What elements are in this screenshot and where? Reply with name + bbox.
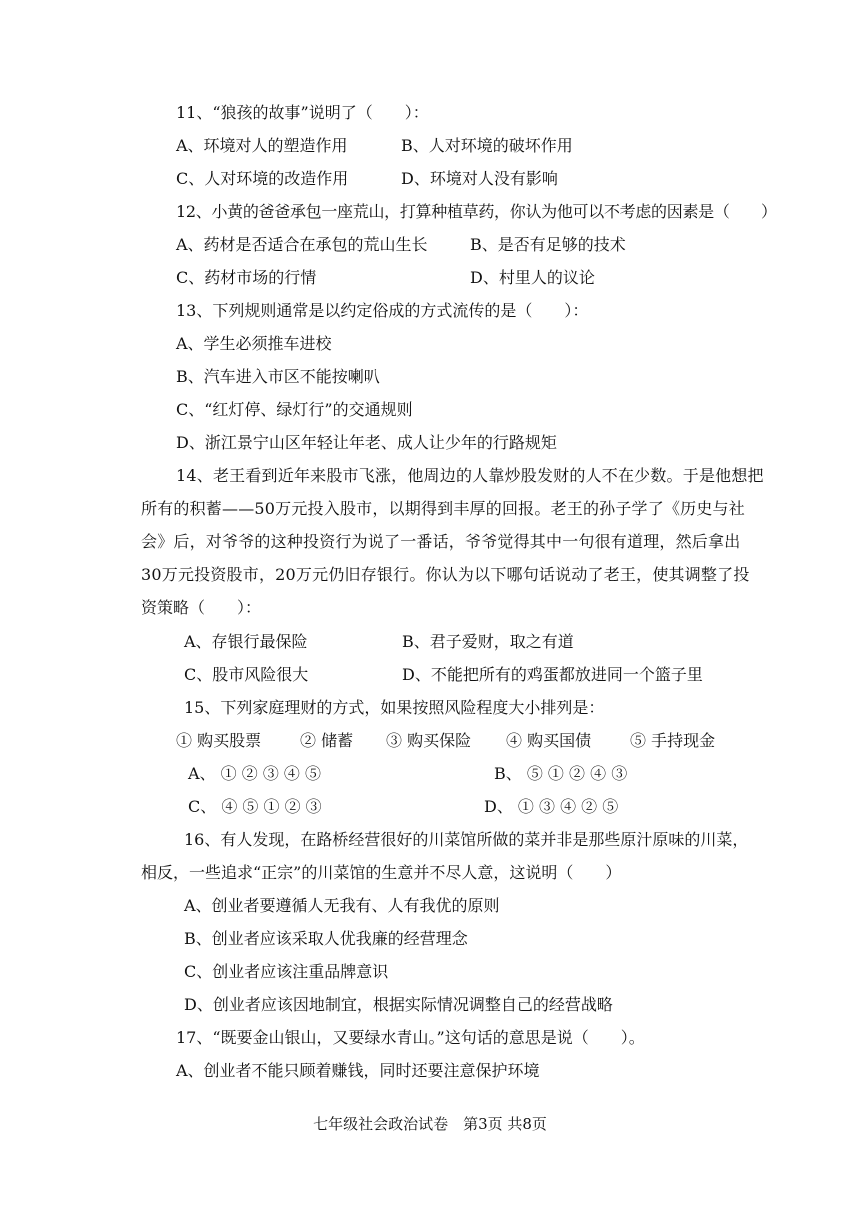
question-12-stem: 12、小黄的爸爸承包一座荒山，打算种植草药，你认为他可以不考虑的因素是（ ） [176,202,777,221]
question-17-stem: 17、“既要金山银山，又要绿水青山。”这句话的意思是说（ ）。 [176,1028,645,1047]
question-15-item-5: ⑤ 手持现金 [630,731,716,750]
question-16-option-b: B、创业者应该采取人优我廉的经营理念 [184,929,468,948]
question-15-option-c: C、 ④ ⑤ ① ② ③ [188,797,322,816]
question-16-option-a: A、创业者要遵循人无我有、人有我优的原则 [184,896,500,915]
question-15-item-3: ③ 购买保险 [386,731,472,750]
question-14-option-c: C、股市风险很大 [184,665,309,684]
question-15-options-row-2 [188,797,828,817]
question-15-option-b: B、 ⑤ ① ② ④ ③ [494,764,628,783]
question-15-option-d: D、 ① ③ ④ ② ⑤ [484,797,619,816]
question-16-stem-line-2: 相反，一些追求“正宗”的川菜馆的生意并不尽人意，这说明（ ） [141,863,622,882]
question-14-options-row-1 [184,632,824,652]
question-15-item-4: ④ 购买国债 [506,731,592,750]
question-14-option-b: B、君子爱财，取之有道 [402,632,574,651]
question-12-options-row-2 [176,268,816,288]
question-15-items-row [176,731,816,751]
question-11-option-b: B、人对环境的破坏作用 [401,136,573,155]
question-12-options-row-1 [176,235,816,255]
question-11-option-a: A、环境对人的塑造作用 [176,136,348,155]
question-12-option-a: A、药材是否适合在承包的荒山生长 [176,235,428,254]
question-12-option-d: D、村里人的议论 [470,268,595,287]
question-15-stem: 15、下列家庭理财的方式，如果按照风险程度大小排列是： [184,698,605,717]
question-12-option-b: B、是否有足够的技术 [470,235,626,254]
question-14-options-row-2 [184,665,824,685]
question-16-stem-line-1: 16、有人发现，在路桥经营很好的川菜馆所做的菜并非是那些原汁原味的川菜， [184,830,749,849]
question-16-option-c: C、创业者应该注重品牌意识 [184,962,389,981]
question-13-option-d: D、浙江景宁山区年轻让年老、成人让少年的行路规矩 [176,433,557,452]
page-footer: 七年级社会政治试卷 第3页 共8页 [313,1115,547,1133]
question-15-options-row-1 [188,764,828,784]
question-11-stem: 11、“狼孩的故事”说明了（ ）： [176,103,429,122]
question-14-stem-line-1: 14、老王看到近年来股市飞涨，他周边的人靠炒股发财的人不在少数。于是他想把 [176,466,764,485]
question-13-option-c: C、“红灯停、绿灯行”的交通规则 [176,400,413,419]
question-14-option-d: D、不能把所有的鸡蛋都放进同一个篮子里 [402,665,703,684]
question-13-option-a: A、学生必须推车进校 [176,334,332,353]
question-15-option-a: A、 ① ② ③ ④ ⑤ [188,764,321,783]
question-11-option-d: D、环境对人没有影响 [401,169,558,188]
question-15-item-1: ① 购买股票 [176,731,262,750]
question-15-item-2: ② 储蓄 [300,731,354,750]
question-13-option-b: B、汽车进入市区不能按喇叭 [176,367,380,386]
question-11-options-row-1 [176,136,816,156]
question-17-option-a: A、创业者不能只顾着赚钱，同时还要注意保护环境 [176,1061,540,1080]
question-12-option-c: C、药材市场的行情 [176,268,317,287]
question-14-stem-line-5: 资策略（ ）： [141,598,262,617]
question-14-stem-line-3: 会》后，对爷爷的这种投资行为说了一番话，爷爷觉得其中一句很有道理，然后拿出 [141,532,741,551]
question-11-option-c: C、人对环境的改造作用 [176,169,349,188]
question-14-stem-line-2: 所有的积蓄——50万元投入股市，以期得到丰厚的回报。老王的孙子学了《历史与社 [141,499,745,518]
question-13-stem: 13、下列规则通常是以约定俗成的方式流传的是（ ）： [176,301,589,320]
question-14-stem-line-4: 30万元投资股市，20万元仍旧存银行。你认为以下哪句话说动了老王，使其调整了投 [141,565,750,584]
question-16-option-d: D、创业者应该因地制宜，根据实际情况调整自己的经营战略 [184,995,613,1014]
question-14-option-a: A、存银行最保险 [184,632,308,651]
question-11-options-row-2 [176,169,816,189]
